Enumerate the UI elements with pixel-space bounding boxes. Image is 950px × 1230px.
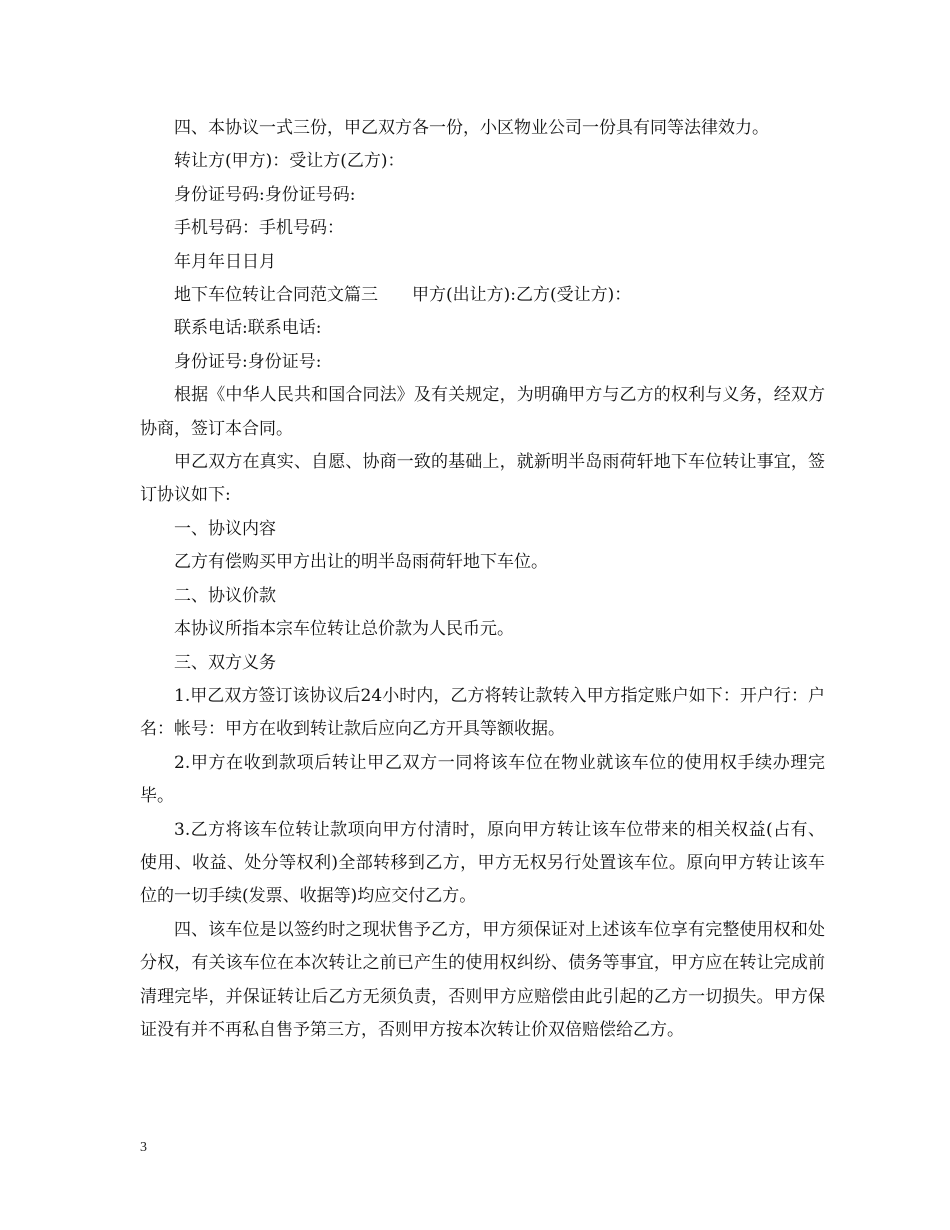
paragraph-9: 根据《中华人民共和国合同法》及有关规定，为明确甲方与乙方的权利与义务，经双方协商，签订本合同。 xyxy=(140,385,825,439)
paragraph-3: 身份证号码:身份证号码: xyxy=(174,184,356,205)
paragraph-19: 四、该车位是以签约时之现状售予乙方，甲方须保证对上述该车位享有完整使用权和处分权，有关该车位在本次转让之前已产生的使用权纠纷、债务等事宜，甲方应在转让完成前清理完毕，并保证转让后乙方无须负责，否则甲方应赔偿由此引起的乙方一切损失。甲方保证没有并不再私自售予第三方，否则甲方按本次转让价双倍赔偿给乙方。 xyxy=(140,919,825,1040)
paragraph-12: 乙方有偿购买甲方出让的明半岛雨荷轩地下车位。 xyxy=(174,552,548,573)
paragraph-17: 2.甲方在收到款项后转让甲乙双方一同将该车位在物业就该车位的使用权手续办理完毕。 xyxy=(140,752,825,807)
paragraph-18: 3.乙方将该车位转让款项向甲方付清时，原向甲方转让该车位带来的相关权益(占有、使用、收益、处分等权利)全部转移到乙方，甲方无权另行处置该车位。原向甲方转让该车位的一切手续(发票、收据等)均应交付乙方。 xyxy=(140,819,825,907)
document-body xyxy=(140,112,825,1047)
paragraph-4: 手机号码：手机号码： xyxy=(174,218,344,239)
paragraph-13: 二、协议价款 xyxy=(174,585,276,606)
paragraph-10: 甲乙双方在真实、自愿、协商一致的基础上，就新明半岛雨荷轩地下车位转让事宜，签订协议如下: xyxy=(140,452,825,506)
paragraph-6: 地下车位转让合同范文篇三 甲方(出让方):乙方(受让方)： xyxy=(174,285,632,306)
paragraph-16: 1.甲乙双方签订该协议后24小时内，乙方将转让款转入甲方指定账户如下：开户行：户名：帐号：甲方在收到转让款后应向乙方开具等额收据。 xyxy=(140,685,825,740)
paragraph-7: 联系电话:联系电话: xyxy=(174,318,322,339)
paragraph-1: 四、本协议一式三份，甲乙双方各一份，小区物业公司一份具有同等法律效力。 xyxy=(174,118,769,138)
paragraph-5: 年月年日日月 xyxy=(174,251,276,272)
paragraph-11: 一、协议内容 xyxy=(174,518,276,539)
paragraph-8: 身份证号:身份证号: xyxy=(174,351,322,372)
page-number: 3 xyxy=(140,1140,147,1155)
paragraph-14: 本协议所指本宗车位转让总价款为人民币元。 xyxy=(174,619,514,640)
paragraph-2: 转让方(甲方)：受让方(乙方)： xyxy=(174,151,405,172)
paragraph-15: 三、双方义务 xyxy=(174,652,276,673)
